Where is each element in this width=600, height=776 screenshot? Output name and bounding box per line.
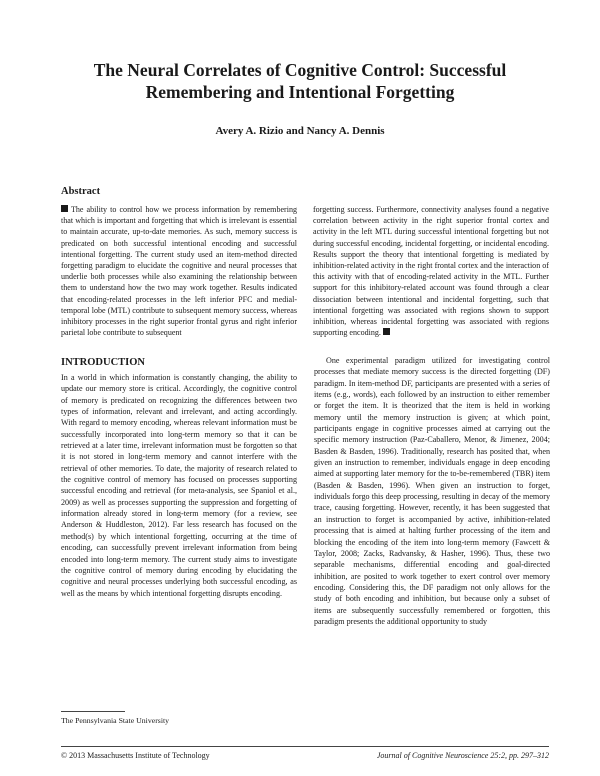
- affiliation-footnote: The Pennsylvania State University: [61, 716, 170, 725]
- end-square-icon: [383, 328, 390, 335]
- square-bullet-icon: [61, 205, 68, 212]
- body-left-column: [61, 372, 297, 599]
- authors: Avery A. Rizio and Nancy A. Dennis: [215, 125, 385, 137]
- abstract-right-text: forgetting success. Furthermore, connectivity analyses found a negative correlation between activity in the right superior frontal cortex and activity in the left MTL during successful intentional forgetting but not during successful encoding, incidental forgetting, or incidental encoding. Results support the theory that intentional forgetting is mediated by inhibition-related activity in the right frontal cortex and the interaction of this activity with that of encoding-related activity in the MTL. Further support for this inhibitory-related account was found through a clear dissociation between intentional and incidental forgetting, such that intentional forgetting was associated with regions shown to support inhibition, whereas incidental forgetting was associated with regions supporting encoding.: [313, 205, 549, 338]
- abstract-left-column: [61, 204, 297, 338]
- abstract-left-text: The ability to control how we process information by remembering that which is important and forgetting that which is irrelevant is essential to maintain accurate, up-to-date memories. As such, memory success is predicated on both successful intentional encoding and successful intentional forgetting. The current study used an item-method directed forgetting paradigm to elucidate the cognitive and neural processes that underlie both processes while also examining the relationship between them to understand how the two may work together. Results indicated that encoding-related processes in the left inferior PFC and medial-temporal lobe (MTL) contribute to subsequent memory success, whereas inhibitory processes in the right superior frontal gyrus and right inferior parietal lobe contribute to subsequent: [61, 205, 297, 338]
- body-right-column: [314, 355, 550, 627]
- copyright: © 2013 Massachusetts Institute of Technology: [61, 751, 210, 760]
- introduction-heading: INTRODUCTION: [61, 357, 146, 368]
- title-line-2: Remembering and Intentional Forgetting: [145, 82, 455, 102]
- abstract-heading: Abstract: [61, 186, 101, 197]
- footnote-rule: [61, 711, 125, 712]
- intro-paragraph-1: In a world in which information is constantly changing, the ability to update our memory store is critical. Accordingly, the cognitive control of memory is predicated on recognizing the differences between two types of information, relevant and irrelevant, and acting accordingly. With regard to memory encoding, whereas relevant information must be successfully incorporated into long-term memory so that it can be retrieved at a later time, irrelevant information must be forgotten so that it is not stored in long-term memory and cannot interfere with the retrieval of other memories. To date, the majority of research related to the cognitive control of memory has focused on processes supporting successful encoding and retrieval (for meta-analysis, see Spaniol et al., 2009) as well as processes supporting the suppression and forgetting of information already stored in long-term memory (for a review, see Anderson & Huddleston, 2012). Far less research has focused on the method(s) by which intentional forgetting, occurring at the time of encoding, can successfully prevent irrelevant information from being encoded into long-term memory. The current study aims to investigate the cognitive control of memory during encoding by elucidating the cognitive and neural processes underlying both successful encoding, as well as the means by which intentional forgetting disrupts encoding.: [61, 373, 297, 598]
- title-line-1: The Neural Correlates of Cognitive Control: Successful: [93, 60, 507, 80]
- footer-rule: [61, 746, 549, 747]
- paper-title: [0, 59, 600, 103]
- intro-paragraph-2: One experimental paradigm utilized for investigating control processes that mediate memory success is the directed forgetting (DF) paradigm. In item-method DF, participants are presented with a series of items (e.g., words), each followed by an instruction to either remember or forget the item. It is theorized that the item is held in working memory until the memory instruction is given; at which point, participants engage in cognitive processes aimed at carrying out the specific memory instruction (Paz-Caballero, Menor, & Jimenez, 2004; Basden & Basden, 1996). Traditionally, research has posited that, when given an instruction to remember, individuals engage in deep encoding aimed at supporting later memory for the to-be-remembered (TBR) item (Basden & Basden, 1996). When given an instruction to forget, individuals forgo this deep processing, resulting in decay of the memory trace, causing forgetting. However, recently, it has been suggested that an instruction to forget is accompanied by active, inhibition-related processing that is aimed at halting further processing of the item and blocking the encoding of the item into long-term memory (Fawcett & Taylor, 2008; Zacks, Radvansky, & Hasher, 1996). Thus, these two separable mechanisms, differential encoding and goal-directed inhibition, are posited to work together to exert control over memory encoding. Considering this, the DF paradigm not only allows for the study of both encoding and inhibition, but because only a subset of items are subsequently successfully remembered or forgotten, this paradigm presents the additional opportunity to study: [314, 356, 550, 626]
- journal-citation: Journal of Cognitive Neuroscience 25:2, pp. 297–312: [376, 751, 549, 760]
- abstract-right-column: [313, 204, 549, 338]
